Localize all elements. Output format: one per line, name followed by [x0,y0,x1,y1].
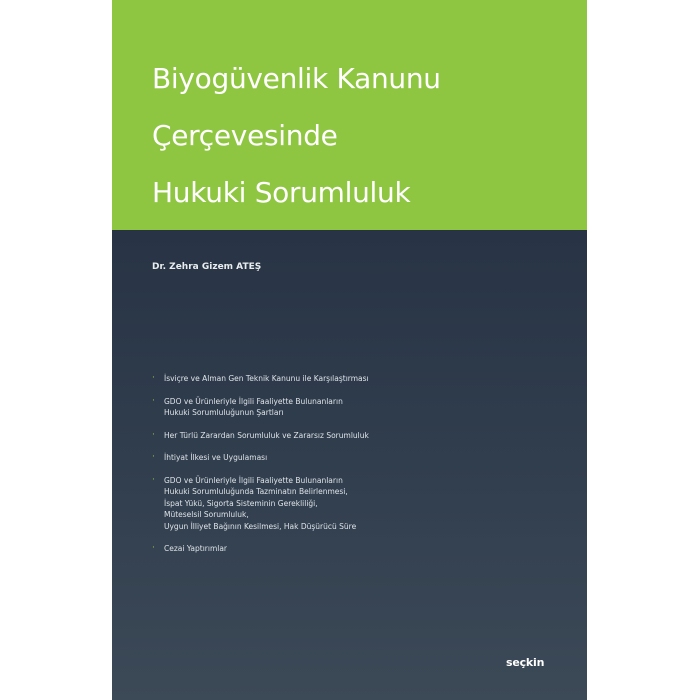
bullet-icon: · [152,395,155,406]
topic-text: GDO ve Ürünleriyle İlgili Faaliyette Bulunanların Hukuki Sorumluluğunun Şartları [164,396,343,417]
topic-text: Cezai Yaptırımlar [164,544,228,553]
book-title-line-3: Hukuki Sorumluluk [152,176,411,209]
cover-top-band [112,0,587,230]
bullet-icon: · [152,452,155,462]
bullet-icon: · [152,474,155,485]
bullet-icon: · [152,543,155,553]
topic-item [152,373,552,385]
topic-item [152,475,552,533]
topic-text: GDO ve Ürünleriyle İlgili Faaliyette Bulunanların Hukuki Sorumluluğunda Tazminatın Belirlenmesi, İspat Yükü, Sigorta Sisteminin Gerekliliği, Müteselsil Sorumluluk, Uygun İlliyet Bağının Kesilmesi, Hak Düşürücü Süre [164,475,357,531]
topic-text: İhtiyat İlkesi ve Uygulaması [164,453,268,462]
topic-item [152,430,552,442]
topic-list [152,373,552,566]
book-author: Dr. Zehra Gizem ATEŞ [152,262,262,272]
topic-item [152,396,552,419]
book-title-line-2: Çerçevesinde [152,119,338,152]
topic-item [152,452,552,464]
book-title [152,50,572,221]
bullet-icon: · [152,373,155,383]
bullet-icon: · [152,429,155,440]
topic-item [152,543,552,555]
book-title-line-1: Biyogüvenlik Kanunu [152,62,441,95]
publisher-logo: seçkin [506,656,545,669]
topic-text: Her Türlü Zarardan Sorumluluk ve Zararsız Sorumluluk [164,430,369,440]
topic-text: İsviçre ve Alman Gen Teknik Kanunu ile Karşılaştırması [164,374,369,383]
book-cover [112,0,587,700]
